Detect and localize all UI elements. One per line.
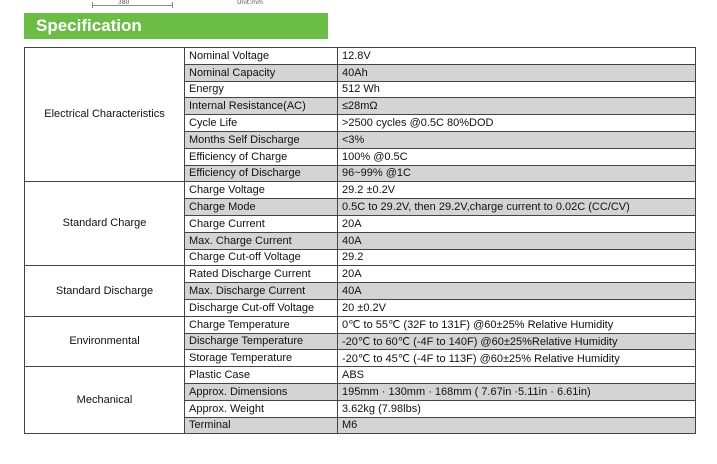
table-row xyxy=(25,48,696,65)
parameter-cell: Charge Temperature xyxy=(185,316,338,333)
value-cell: 40A xyxy=(338,283,696,300)
parameter-cell: Rated Discharge Current xyxy=(185,266,338,283)
value-cell: 512 Wh xyxy=(338,81,696,98)
dimension-number: 380 xyxy=(118,0,130,6)
parameter-cell: Energy xyxy=(185,81,338,98)
category-cell: Standard Charge xyxy=(25,182,185,266)
value-cell: 40A xyxy=(338,232,696,249)
value-cell: -20℃ to 45℃ (-4F to 113F) @60±25% Relative Humidity xyxy=(338,350,696,367)
unit-label: Unit:mm xyxy=(237,0,263,6)
value-cell: 195mm · 130mm · 168mm ( 7.67in ·5.11in · 6.61in) xyxy=(338,383,696,400)
value-cell: 3.62kg (7.98lbs) xyxy=(338,400,696,417)
value-cell: 100% @0.5C xyxy=(338,148,696,165)
parameter-cell: Discharge Temperature xyxy=(185,333,338,350)
specification-banner: Specification xyxy=(24,13,328,39)
parameter-cell: Approx. Weight xyxy=(185,400,338,417)
value-cell: 29.2 ±0.2V xyxy=(338,182,696,199)
table-row xyxy=(25,367,696,384)
value-cell: 29.2 xyxy=(338,249,696,266)
value-cell: 0℃ to 55℃ (32F to 131F) @60±25% Relative Humidity xyxy=(338,316,696,333)
value-cell: ≤28mΩ xyxy=(338,98,696,115)
parameter-cell: Charge Mode xyxy=(185,199,338,216)
parameter-cell: Cycle Life xyxy=(185,115,338,132)
value-cell: 20 ±0.2V xyxy=(338,299,696,316)
dimension-tick-left xyxy=(92,2,93,8)
dimension-tick-right xyxy=(172,2,173,8)
category-cell: Electrical Characteristics xyxy=(25,48,185,182)
parameter-cell: Terminal xyxy=(185,417,338,434)
parameter-cell: Charge Voltage xyxy=(185,182,338,199)
parameter-cell: Efficiency of Discharge xyxy=(185,165,338,182)
value-cell: 40Ah xyxy=(338,64,696,81)
value-cell: 20A xyxy=(338,215,696,232)
parameter-cell: Months Self Discharge xyxy=(185,131,338,148)
parameter-cell: Max. Discharge Current xyxy=(185,283,338,300)
parameter-cell: Max. Charge Current xyxy=(185,232,338,249)
value-cell: 0.5C to 29.2V, then 29.2V,charge current to 0.02C (CC/CV) xyxy=(338,199,696,216)
value-cell: <3% xyxy=(338,131,696,148)
table-row xyxy=(25,266,696,283)
specification-table xyxy=(24,47,696,434)
parameter-cell: Plastic Case xyxy=(185,367,338,384)
parameter-cell: Efficiency of Charge xyxy=(185,148,338,165)
parameter-cell: Nominal Capacity xyxy=(185,64,338,81)
value-cell: >2500 cycles @0.5C 80%DOD xyxy=(338,115,696,132)
value-cell: 96~99% @1C xyxy=(338,165,696,182)
category-cell: Mechanical xyxy=(25,367,185,434)
parameter-cell: Storage Temperature xyxy=(185,350,338,367)
table-row xyxy=(25,316,696,333)
value-cell: ABS xyxy=(338,367,696,384)
value-cell: -20℃ to 60℃ (-4F to 140F) @60±25%Relative Humidity xyxy=(338,333,696,350)
category-cell: Environmental xyxy=(25,316,185,366)
dimension-line xyxy=(92,5,172,6)
parameter-cell: Approx. Dimensions xyxy=(185,383,338,400)
value-cell: 12.8V xyxy=(338,48,696,65)
parameter-cell: Charge Cut-off Voltage xyxy=(185,249,338,266)
drawing-fragment xyxy=(0,0,717,10)
value-cell: 20A xyxy=(338,266,696,283)
parameter-cell: Charge Current xyxy=(185,215,338,232)
parameter-cell: Nominal Voltage xyxy=(185,48,338,65)
specification-table-body xyxy=(25,48,696,434)
category-cell: Standard Discharge xyxy=(25,266,185,316)
table-row xyxy=(25,182,696,199)
parameter-cell: Internal Resistance(AC) xyxy=(185,98,338,115)
parameter-cell: Discharge Cut-off Voltage xyxy=(185,299,338,316)
value-cell: M6 xyxy=(338,417,696,434)
